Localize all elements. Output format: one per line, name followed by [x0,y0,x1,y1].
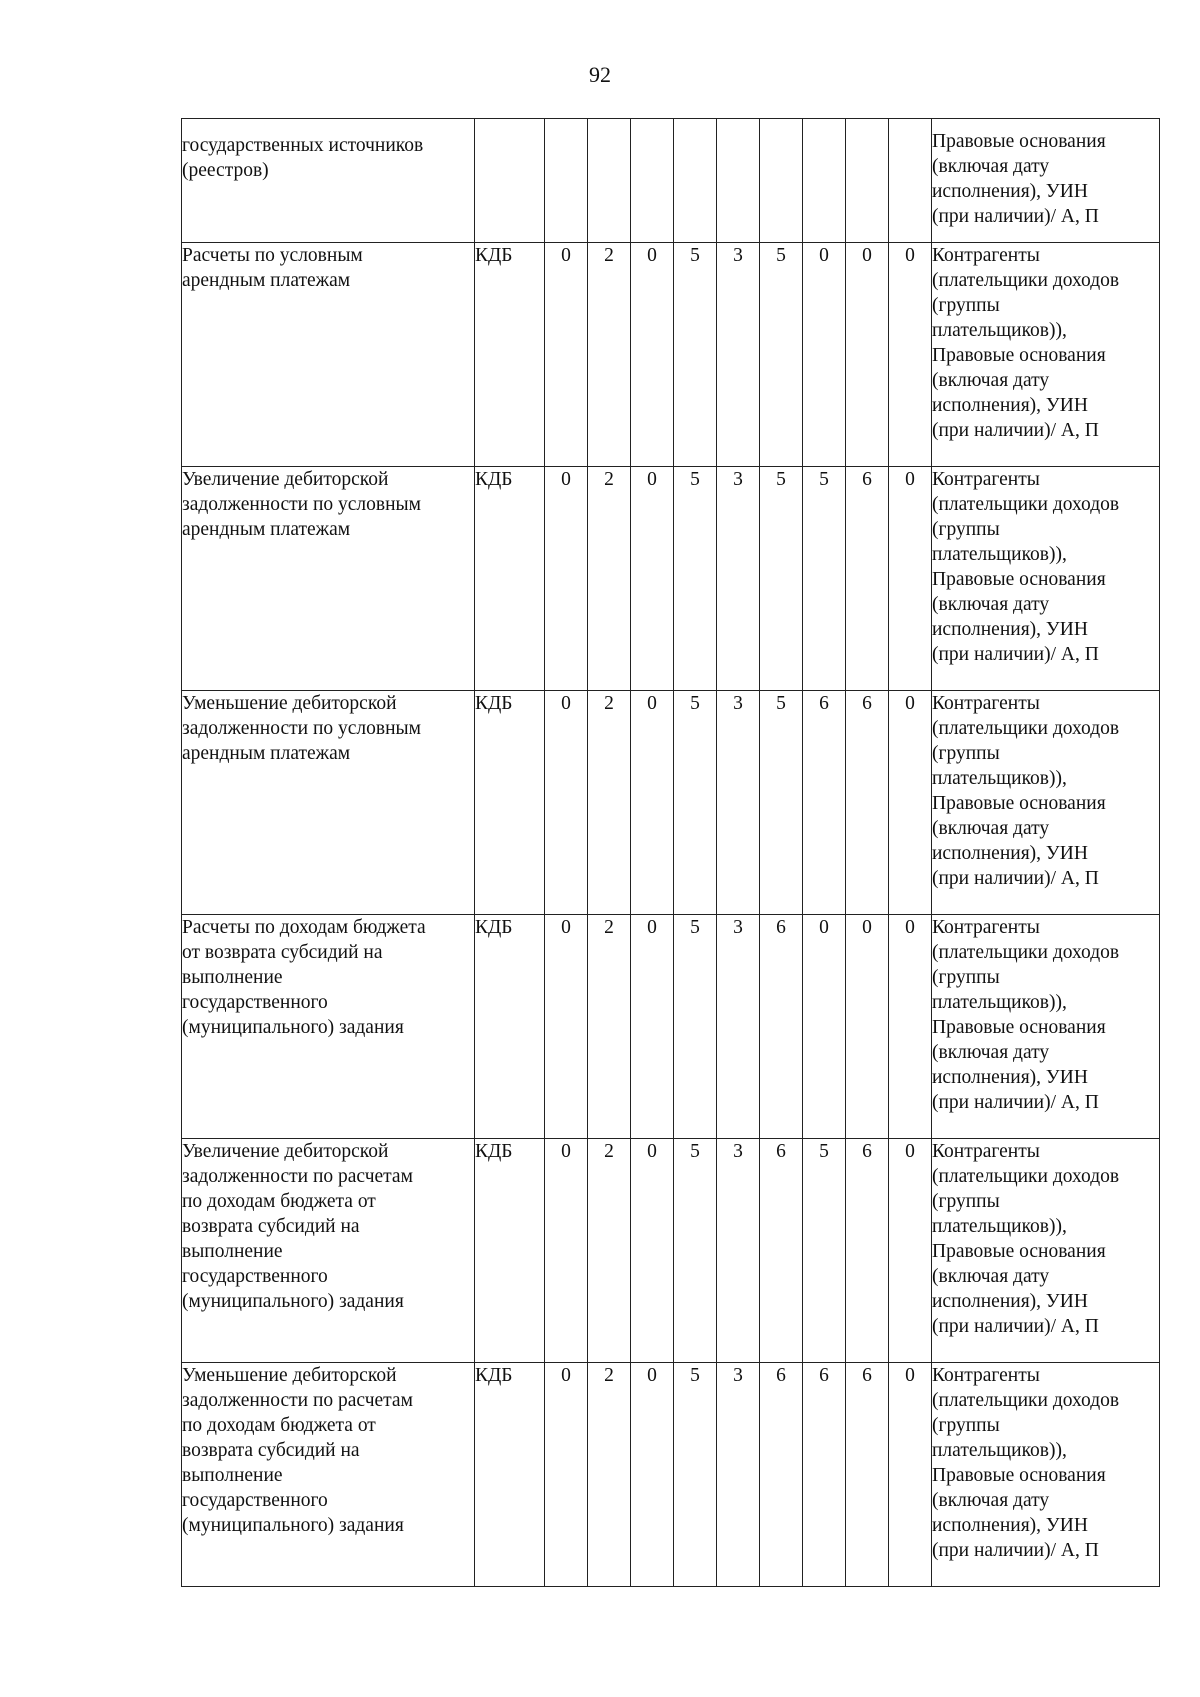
account-digit-cell: 5 [674,467,717,691]
analytics-line: Правовые основания [932,793,1106,814]
account-digit-cell [846,119,889,243]
analytics-cell [932,1363,1160,1587]
account-digit-cell: 6 [846,1139,889,1363]
account-digit-cell: 6 [846,691,889,915]
account-name-line: государственных источников [182,135,424,156]
analytics-line: исполнения), УИН [932,843,1088,864]
account-digit-cell: 5 [674,1139,717,1363]
account-digit-cell: 2 [588,467,631,691]
analytics-line: плательщиков)), [932,544,1067,565]
account-name-cell [182,1363,475,1587]
account-name-line: Увеличение дебиторской [182,469,389,490]
account-digit-cell: 5 [674,915,717,1139]
account-digit-cell: 6 [760,915,803,1139]
kdb-cell: КДБ [475,1139,545,1363]
account-name-line: Увеличение дебиторской [182,1141,389,1162]
account-name-line: арендным платежам [182,270,351,291]
analytics-line: исполнения), УИН [932,1515,1088,1536]
account-digit-cell: 3 [717,915,760,1139]
account-name-line: задолженности по расчетам [182,1390,413,1411]
account-digit-cell [803,119,846,243]
analytics-line: (группы [932,295,1000,316]
account-name-line: государственного [182,1490,328,1511]
analytics-line: Контрагенты [932,693,1040,714]
analytics-line: (плательщики доходов [932,1390,1120,1411]
account-digit-cell: 2 [588,1363,631,1587]
account-digit-cell: 5 [674,1363,717,1587]
account-name-cell [182,243,475,467]
account-name-line: задолженности по условным [182,494,421,515]
table-row [182,1363,1160,1587]
analytics-cell [932,243,1160,467]
analytics-cell [932,1139,1160,1363]
account-digit-cell: 0 [803,915,846,1139]
account-name-line: (муниципального) задания [182,1017,404,1038]
account-digit-cell: 5 [803,1139,846,1363]
account-digit-cell: 6 [803,691,846,915]
analytics-cell [932,119,1160,243]
account-digit-cell: 0 [545,691,588,915]
analytics-line: (включая дату [932,594,1050,615]
table-row [182,243,1160,467]
account-digit-cell: 0 [889,915,932,1139]
accounts-table [181,118,1160,1587]
analytics-line: (при наличии)/ А, П [932,1316,1099,1337]
account-name-line: арендным платежам [182,519,351,540]
analytics-line: плательщиков)), [932,1440,1067,1461]
analytics-line: Правовые основания [932,1017,1106,1038]
analytics-line: Контрагенты [932,245,1040,266]
account-name-line: выполнение [182,1241,283,1262]
account-digit-cell: 2 [588,243,631,467]
account-name-line: арендным платежам [182,743,351,764]
analytics-line: исполнения), УИН [932,395,1088,416]
account-digit-cell: 0 [889,243,932,467]
analytics-line: Контрагенты [932,1141,1040,1162]
account-name-line: задолженности по расчетам [182,1166,413,1187]
account-digit-cell: 0 [631,915,674,1139]
analytics-line: плательщиков)), [932,1216,1067,1237]
account-name-line: выполнение [182,1465,283,1486]
account-digit-cell [889,119,932,243]
analytics-line: Контрагенты [932,917,1040,938]
account-name-cell [182,467,475,691]
account-digit-cell: 3 [717,1363,760,1587]
account-digit-cell: 3 [717,243,760,467]
analytics-line: плательщиков)), [932,992,1067,1013]
account-digit-cell: 6 [760,1363,803,1587]
account-name-line: (муниципального) задания [182,1291,404,1312]
table-row [182,467,1160,691]
analytics-cell [932,691,1160,915]
account-name-line: возврата субсидий на [182,1216,360,1237]
account-name-line: государственного [182,1266,328,1287]
account-digit-cell: 0 [803,243,846,467]
analytics-line: (плательщики доходов [932,270,1120,291]
analytics-line: Правовые основания [932,1241,1106,1262]
table-row [182,119,1160,243]
analytics-line: (группы [932,1415,1000,1436]
page-number: 92 [589,62,611,87]
analytics-line: (группы [932,1191,1000,1212]
account-digit-cell: 5 [760,243,803,467]
account-name-line: (реестров) [182,160,269,181]
analytics-line: (включая дату [932,1490,1050,1511]
kdb-cell: КДБ [475,1363,545,1587]
analytics-line: исполнения), УИН [932,1067,1088,1088]
analytics-line: исполнения), УИН [932,181,1088,202]
account-name-cell [182,119,475,243]
account-digit-cell [674,119,717,243]
account-digit-cell: 0 [631,691,674,915]
analytics-line: Контрагенты [932,469,1040,490]
account-digit-cell: 0 [631,467,674,691]
account-digit-cell [631,119,674,243]
analytics-line: (при наличии)/ А, П [932,644,1099,665]
account-name-line: выполнение [182,967,283,988]
analytics-line: (группы [932,519,1000,540]
account-digit-cell: 0 [545,243,588,467]
account-digit-cell: 5 [803,467,846,691]
analytics-line: исполнения), УИН [932,1291,1088,1312]
analytics-line: (группы [932,967,1000,988]
account-name-line: Уменьшение дебиторской [182,1365,397,1386]
analytics-line: Контрагенты [932,1365,1040,1386]
account-digit-cell [717,119,760,243]
analytics-line: (включая дату [932,1266,1050,1287]
analytics-line: (при наличии)/ А, П [932,1540,1099,1561]
account-name-line: по доходам бюджета от [182,1191,376,1212]
account-digit-cell: 0 [846,243,889,467]
account-name-line: возврата субсидий на [182,1440,360,1461]
table-row [182,1139,1160,1363]
account-name-line: (муниципального) задания [182,1515,404,1536]
account-digit-cell: 0 [545,1139,588,1363]
account-digit-cell: 0 [631,1139,674,1363]
analytics-line: (включая дату [932,1042,1050,1063]
account-digit-cell: 3 [717,467,760,691]
kdb-cell [475,119,545,243]
account-digit-cell: 0 [846,915,889,1139]
analytics-cell [932,467,1160,691]
analytics-line: плательщиков)), [932,320,1067,341]
account-name-line: задолженности по условным [182,718,421,739]
account-digit-cell: 6 [846,467,889,691]
kdb-cell: КДБ [475,467,545,691]
analytics-line: плательщиков)), [932,768,1067,789]
account-digit-cell: 0 [545,1363,588,1587]
analytics-line: (при наличии)/ А, П [932,420,1099,441]
account-name-line: Расчеты по условным [182,245,363,266]
account-digit-cell: 0 [889,1363,932,1587]
analytics-line: Правовые основания [932,131,1106,152]
account-name-line: по доходам бюджета от [182,1415,376,1436]
kdb-cell: КДБ [475,691,545,915]
analytics-line: Правовые основания [932,1465,1106,1486]
account-digit-cell [545,119,588,243]
analytics-line: (группы [932,743,1000,764]
analytics-line: (плательщики доходов [932,718,1120,739]
account-digit-cell: 3 [717,691,760,915]
analytics-line: (плательщики доходов [932,942,1120,963]
analytics-line: (при наличии)/ А, П [932,1092,1099,1113]
analytics-line: Правовые основания [932,569,1106,590]
account-digit-cell: 0 [545,467,588,691]
account-digit-cell [588,119,631,243]
account-digit-cell: 6 [803,1363,846,1587]
account-digit-cell: 5 [674,691,717,915]
analytics-line: (включая дату [932,156,1050,177]
analytics-cell [932,915,1160,1139]
kdb-cell: КДБ [475,243,545,467]
account-digit-cell: 0 [889,1139,932,1363]
kdb-cell: КДБ [475,915,545,1139]
analytics-line: (при наличии)/ А, П [932,868,1099,889]
account-digit-cell: 5 [760,691,803,915]
account-digit-cell: 0 [889,467,932,691]
account-digit-cell [760,119,803,243]
analytics-line: (плательщики доходов [932,1166,1120,1187]
account-name-line: от возврата субсидий на [182,942,383,963]
account-digit-cell: 0 [631,243,674,467]
account-digit-cell: 3 [717,1139,760,1363]
account-digit-cell: 0 [889,691,932,915]
analytics-line: Правовые основания [932,345,1106,366]
account-digit-cell: 2 [588,1139,631,1363]
account-digit-cell: 0 [545,915,588,1139]
account-name-cell [182,691,475,915]
analytics-line: (при наличии)/ А, П [932,206,1099,227]
table-body [182,119,1160,1587]
account-name-line: Уменьшение дебиторской [182,693,397,714]
account-name-cell [182,915,475,1139]
account-name-cell [182,1139,475,1363]
table-row [182,915,1160,1139]
account-digit-cell: 0 [631,1363,674,1587]
account-digit-cell: 6 [846,1363,889,1587]
account-digit-cell: 6 [760,1139,803,1363]
analytics-line: (включая дату [932,818,1050,839]
account-name-line: государственного [182,992,328,1013]
account-digit-cell: 5 [760,467,803,691]
account-name-line: Расчеты по доходам бюджета [182,917,426,938]
analytics-line: (плательщики доходов [932,494,1120,515]
account-digit-cell: 2 [588,691,631,915]
analytics-line: исполнения), УИН [932,619,1088,640]
table-row [182,691,1160,915]
account-digit-cell: 5 [674,243,717,467]
analytics-line: (включая дату [932,370,1050,391]
account-digit-cell: 2 [588,915,631,1139]
